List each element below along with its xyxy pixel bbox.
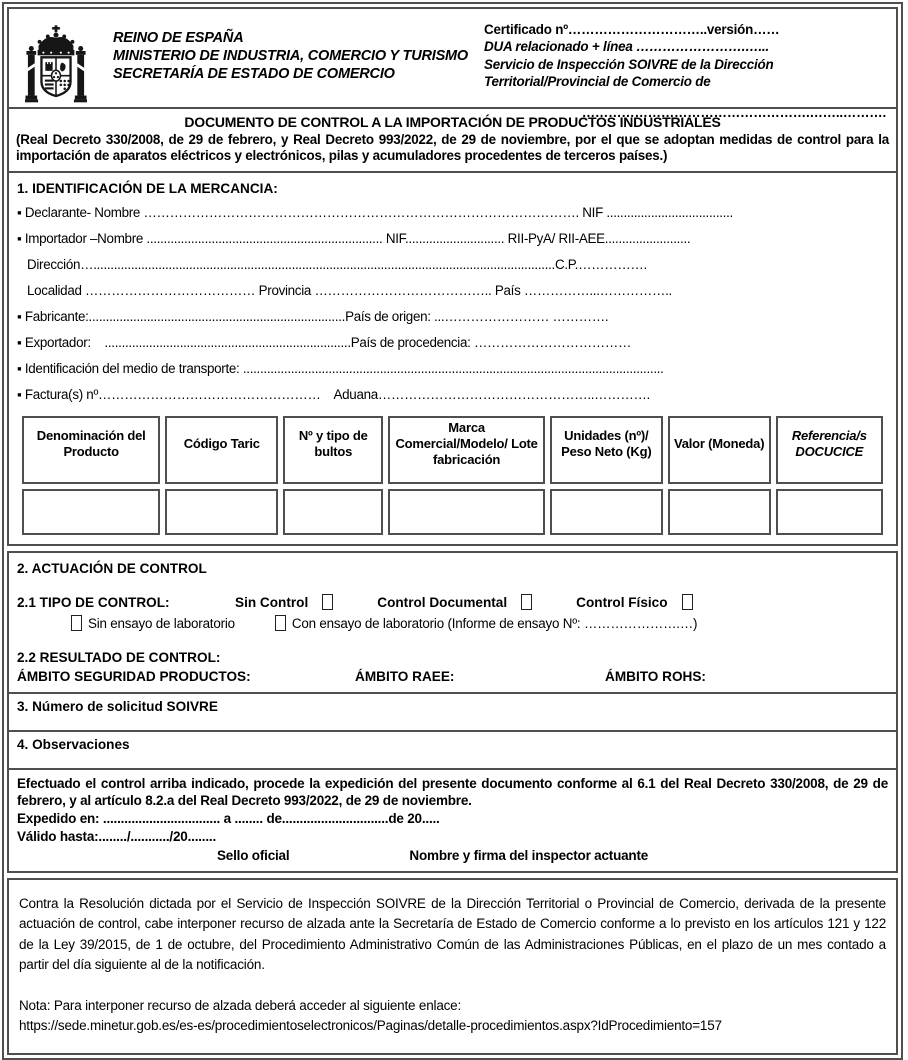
sin-control-checkbox[interactable] [322,594,333,610]
document-page [2,2,903,1060]
ambito-raee-label: ÁMBITO RAEE: [355,668,455,684]
option-con-ensayo [275,615,697,631]
valido-hasta-line: Válido hasta:......../.........../20........ [17,828,217,844]
issuing-organization [113,29,468,83]
table-header-row [22,416,883,485]
control-documental-checkbox[interactable] [521,594,532,610]
con-ensayo-checkbox[interactable] [275,615,286,631]
col-valor: Valor (Moneda) [668,416,771,485]
cell-codigo-taric [165,489,278,535]
col-denominacion: Denominación del Producto [22,416,160,485]
sin-control-label: Sin Control [235,594,309,610]
col-referencia-docucice: Referencia/s DOCUCICE [776,416,883,485]
ambitos-row [17,668,888,686]
cell-unidades-peso [550,489,663,535]
dua-line: DUA relacionado + línea …………………….…... [484,39,769,55]
tipo-de-control-row [17,594,888,610]
note-line: Nota: Para interponer recurso de alzada deberá acceder al siguiente enlace: [19,998,462,1014]
section-4-observaciones [9,730,896,768]
field-declarante: ▪ Declarante- Nombre ………………………………………………………………………………………. NIF ..................................... [17,204,733,220]
option-control-documental [377,594,532,610]
col-bultos: Nº y tipo de bultos [283,416,383,485]
section-2-actuacion [9,553,896,692]
signature-row [17,848,888,863]
territorial-line: Territorial/Provincial de Comercio de [484,74,711,90]
ambito-rohs-label: ÁMBITO ROHS: [605,668,706,684]
cell-valor [668,489,771,535]
section-2-heading: 2. ACTUACIÓN DE CONTROL [17,561,207,577]
con-ensayo-label: Con ensayo de laboratorio (Informe de ensayo Nº: ………………….…) [291,615,698,631]
option-sin-ensayo [71,615,235,631]
certificate-number-line: Certificado nº…………………………..versión…… [484,22,780,37]
appeal-paragraph: Contra la Resolución dictada por el Servicio de Inspección SOIVRE de la Dirección Territorial o Provincial de Comercio, derivada de la presente actuación de control, cabe interponer recurso de alzada ante la Secretaría de Estado de Comercio conforme a lo previsto en los artículos 121 y 122 de la Ley 39/2015, de 1 de octubre, del Procedimiento Administrativo Común de las Administraciones Públicas, en el plazo de un mes contado a partir del día siguiente al de la notificación. [19,896,886,972]
sin-ensayo-checkbox[interactable] [71,615,82,631]
procedure-url: https://sede.minetur.gob.es/es-es/procedimientoselectronicos/Paginas/detalle-procedimientos.aspx?IdProcedimiento=157 [19,1018,722,1034]
section-3-solicitud [9,692,896,730]
table-empty-row [22,489,883,535]
document-subtitle: (Real Decreto 330/2008, de 29 de febrero, y Real Decreto 993/2022, de 29 de noviembre, por el que se adoptan medidas de control para la importación de aparatos eléctricos y electrónicos, pilas y acumuladores procedentes de terceros países.) [16,132,889,164]
ensayo-row [71,615,888,631]
expedido-en-line: Expedido en: ................................. a ........ de..............................de 20..... [17,810,440,826]
cell-denominacion [22,489,160,535]
tipo-de-control-label: 2.1 TIPO DE CONTROL: [17,594,170,610]
cell-bultos [283,489,383,535]
control-documental-label: Control Documental [377,594,508,610]
inspector-signature-label: Nombre y firma del inspector actuante [409,848,649,864]
control-fisico-label: Control Físico [576,594,668,610]
ambito-seguridad-label: ÁMBITO SEGURIDAD PRODUCTOS: [17,668,251,684]
field-factura-aduana: ▪ Factura(s) nº…………………………………………… Aduana…………………………………………..…………. [17,386,650,402]
expedition-statement: Efectuado el control arriba indicado, procede la expedición del presente documento conforme al 6.1 del Real Decreto 330/2008, de 29 de febrero, y al artículo 8.2.a del Real Decreto 993/2022, de 29 de noviembre. [17,776,888,809]
region-top [7,7,898,546]
field-direccion: Dirección….......................................................................................................................................C.P.……………. [27,256,647,272]
expedition-block [9,768,896,871]
sello-oficial-label: Sello oficial [217,848,290,864]
merchandise-table [17,411,888,541]
section-1-identification [9,173,896,545]
document-header [9,9,896,120]
cell-marca-modelo [388,489,545,535]
option-sin-control [235,594,333,610]
field-exportador: ▪ Exportador: ........................................................................País de procedencia: ……………………………… [17,334,632,350]
col-codigo-taric: Código Taric [165,416,278,485]
document-title: DOCUMENTO DE CONTROL A LA IMPORTACIÓN DE PRODUCTOS INDUSTRIALES [184,114,721,130]
spain-coat-of-arms-icon [25,25,87,107]
org-line-kingdom: REINO DE ESPAÑA [113,30,244,46]
col-marca-modelo: Marca Comercial/Modelo/ Lote fabricación [388,416,545,485]
cell-referencia [776,489,883,535]
field-transporte: ▪ Identificación del medio de transporte: ........................................................................................................................... [17,360,664,376]
org-line-secretariat: SECRETARÍA DE ESTADO DE COMERCIO [113,66,395,83]
org-line-ministry: MINISTERIO DE INDUSTRIA, COMERCIO Y TURISMO [113,48,468,65]
option-control-fisico [576,594,692,610]
section-1-heading: 1. IDENTIFICACIÓN DE LA MERCANCIA: [17,180,278,196]
field-importador: ▪ Importador –Nombre ..................................................................... NIF............................. RII-PyA/ RII-AEE......................... [17,230,691,246]
control-fisico-checkbox[interactable] [682,594,693,610]
region-appeal-notice [7,878,898,1055]
office-dotted-line: …………………………………………….……..………. [581,104,886,120]
resultado-heading: 2.2 RESULTADO DE CONTROL: [17,650,221,666]
section-3-heading: 3. Número de solicitud SOIVRE [17,699,218,715]
sin-ensayo-label: Sin ensayo de laboratorio [88,615,235,631]
certificate-reference-block [484,21,886,121]
col-unidades-peso: Unidades (nº)/ Peso Neto (Kg) [550,416,663,485]
field-fabricante: ▪ Fabricante:...........................................................................País de origen: ...…………………… …………. [17,308,609,324]
soivre-service-line: Servicio de Inspección SOIVRE de la Dirección [484,56,774,72]
section-4-heading: 4. Observaciones [17,737,130,753]
field-localidad: Localidad ………………………………… Provincia ………………………………….. País ……………...…………….. [27,282,672,298]
region-control [7,551,898,873]
